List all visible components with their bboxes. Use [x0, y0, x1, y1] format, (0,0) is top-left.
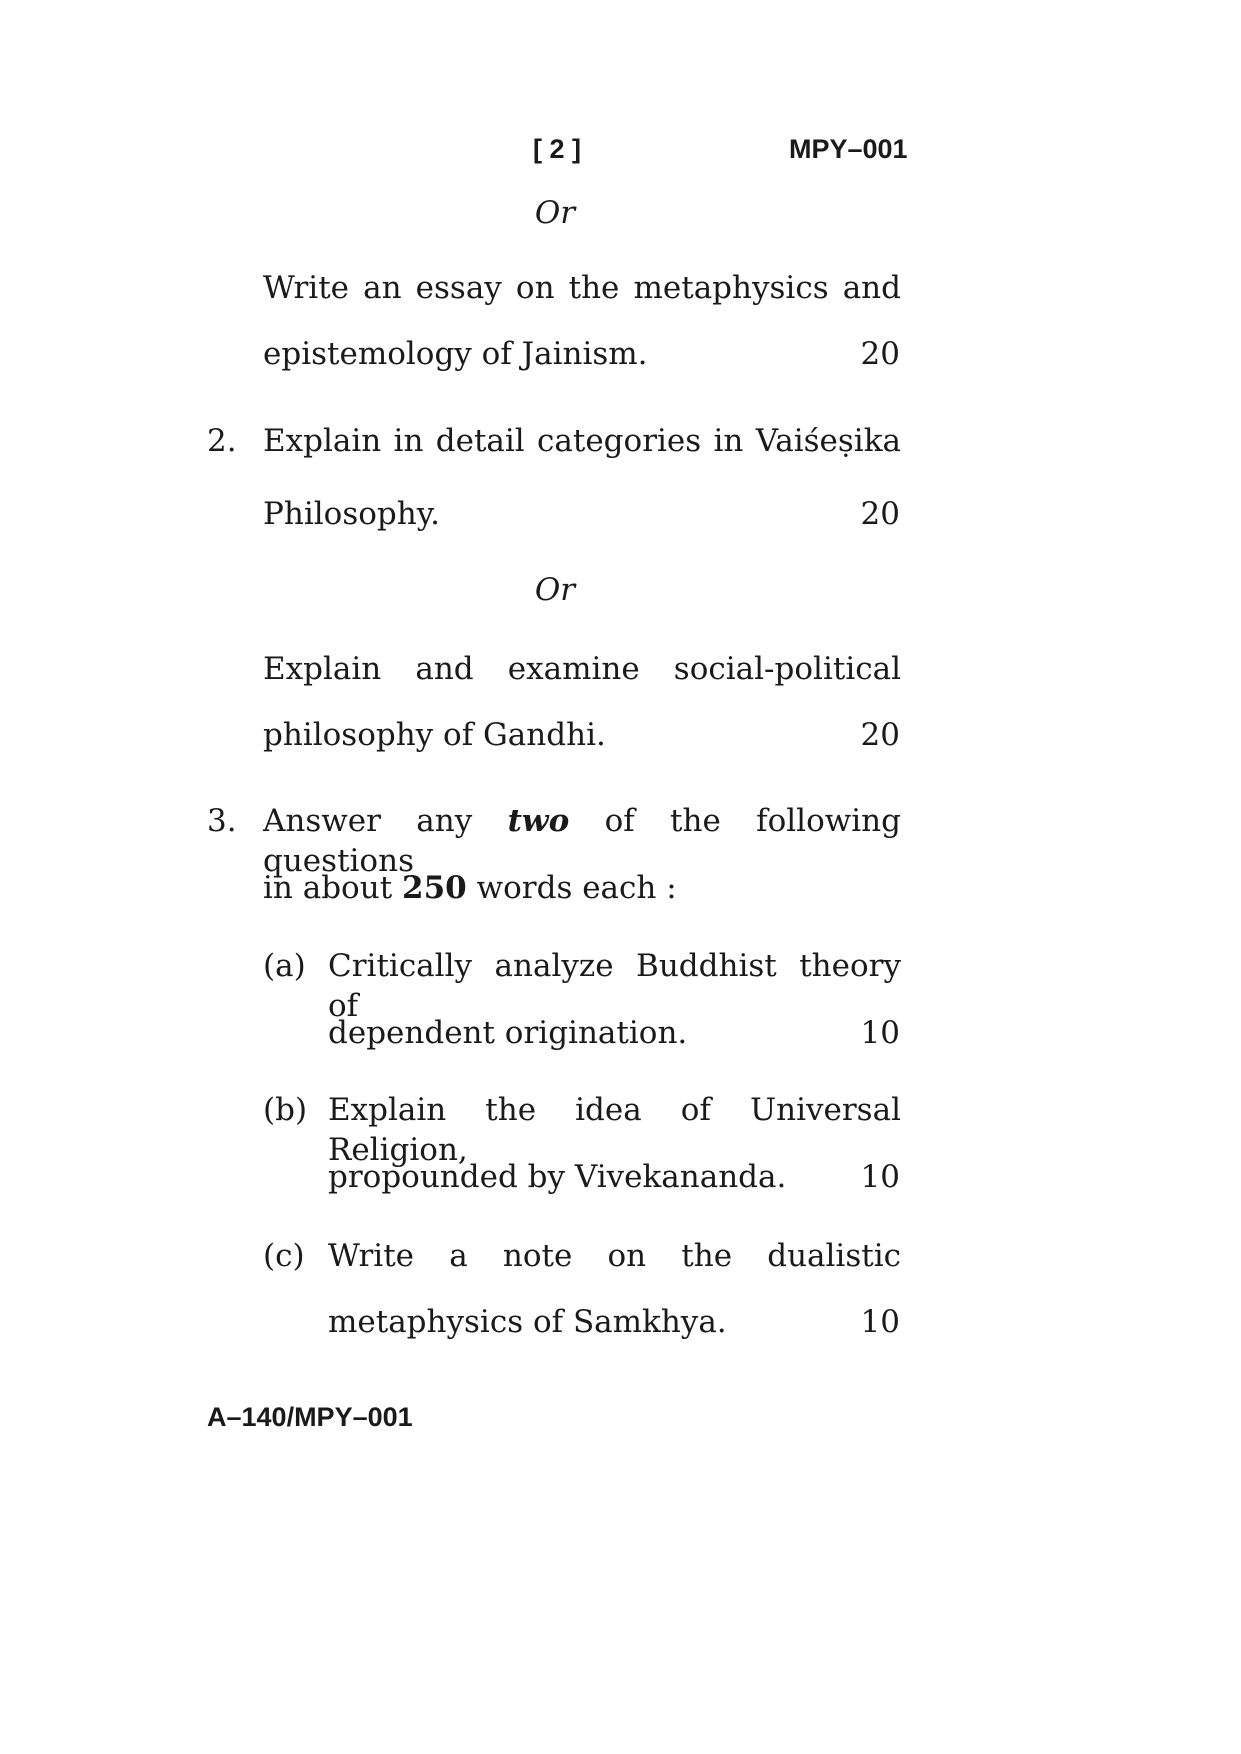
q3a-line1: Critically analyze Buddhist theory of	[328, 948, 901, 1024]
or-separator: Or	[534, 195, 576, 231]
q3c-line2: metaphysics of Samkhya.	[328, 1304, 727, 1340]
q3a-marks: 10	[860, 1015, 900, 1051]
q2-alt-line2: philosophy of Gandhi.	[263, 717, 606, 753]
q2-number: 2.	[207, 423, 237, 459]
q3b-line2: propounded by Vivekananda.	[328, 1159, 787, 1195]
q1-alt-marks: 20	[860, 336, 900, 372]
q2-alt-line1: Explain and examine social-political	[263, 651, 901, 687]
q3c-line1: Write a note on the dualistic	[328, 1238, 901, 1274]
q3b-marks: 10	[860, 1159, 900, 1195]
q3-number: 3.	[207, 803, 237, 839]
q3a-line2: dependent origination.	[328, 1015, 688, 1051]
q3c-label: (c)	[263, 1238, 305, 1274]
q2-line1: Explain in detail categories in Vaiśeṣika	[263, 423, 901, 459]
q1-alt-line2: epistemology of Jainism.	[263, 336, 648, 372]
paper-code: MPY–001	[789, 134, 908, 164]
q2-marks: 20	[860, 496, 900, 532]
q3-line2: in about 250 words each :	[263, 870, 677, 906]
page-number: [ 2 ]	[533, 134, 582, 164]
or-separator: Or	[534, 572, 576, 608]
q1-alt-line1: Write an essay on the metaphysics and	[263, 270, 901, 306]
q3c-marks: 10	[860, 1304, 900, 1340]
q3b-label: (b)	[263, 1092, 308, 1128]
q2-line2: Philosophy.	[263, 496, 440, 532]
q3b-line1: Explain the idea of Universal Religion,	[328, 1092, 901, 1168]
q3a-label: (a)	[263, 948, 306, 984]
footer-code: A–140/MPY–001	[207, 1402, 413, 1432]
q2-alt-marks: 20	[860, 717, 900, 753]
q3-line1: Answer any two of the following questions	[263, 803, 901, 879]
